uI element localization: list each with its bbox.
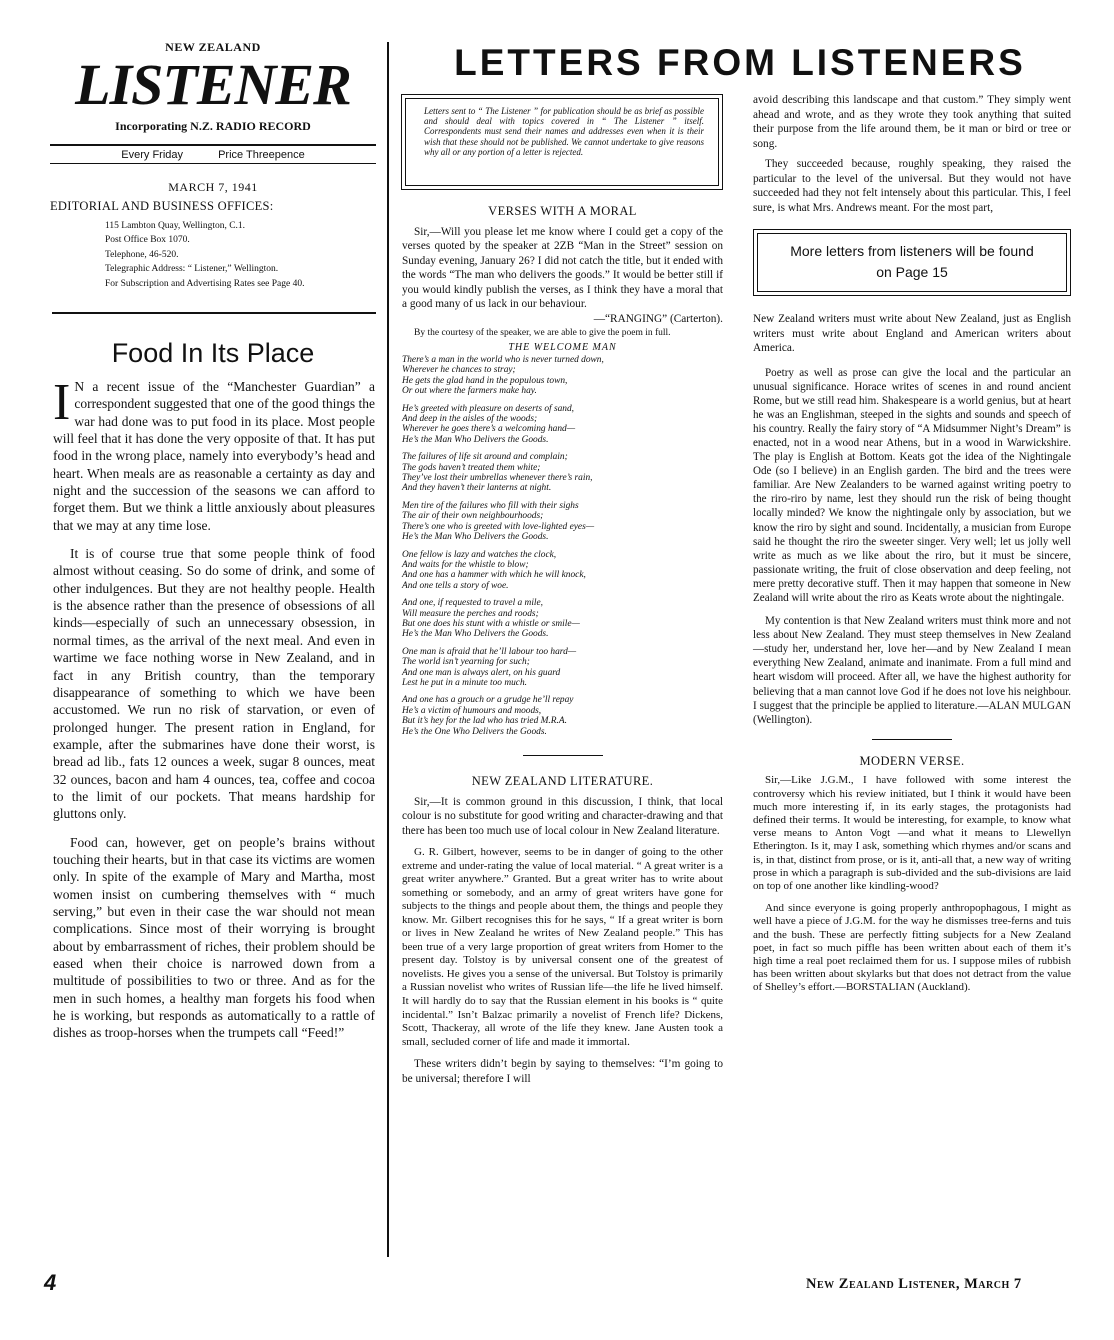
section-rule [523,755,603,756]
issue-date: MARCH 7, 1941 [168,180,258,194]
more-letters-box [753,229,1071,296]
letter-paragraph: Poetry as well as prose can give the local and the particular an unusual significance. Horace writes of scenes in and round ancient Rome, but we still read him. Shakespeare is a world genius, but at heart he was an Englishman, steeped in the sights and sounds and speech of his country. Really the fairy story of “A Midsummer Night’s Dream” is enacted, not in a wood near Athens, but in a wood in Warwickshire. The play is English at Bottom. Keats got the idea of the Nightingale Ode (so I believe) in an English garden. The bird and the trees were familiar. Are New Zealanders to be warned against writing poetry to the riro-riro by name, lest they should run the risk of being thought locally minded? We know the nightingale only by association, but we know the riro by sight and sound. Incidentally, a musician from Europe said he thought the riro the sweeter singer. Very well; let us jolly well write as much as we like about the riro, but it must be sincere, passionate writing, the fruit of close observation and deep feeling, not mere pretty decorative stuff. Then it may happen that someone in New Zealand will write about the riro as Keats wrote about the nightingale. [753,366,1071,604]
poem-line: He’s the Man Who Delivers the Goods. [402,434,549,445]
poem-stanza [402,452,723,494]
poem-line: The failures of life sit around and complain; [402,452,568,463]
masthead-country: NEW ZEALAND [165,40,261,54]
poem-line: There’s one who is greeted with love-lighted eyes— [402,521,595,532]
letter-paragraph: New Zealand writers must write about New Zealand, just as English writers must write about England and American writers about America. [753,313,1071,354]
poem-line: And they haven’t their lanterns at night. [402,483,552,494]
letter-paragraph: And since everyone is going properly anthropophagous, I might as well have a piece of J.G.M. for the way he dismisses tree-ferns and tuis and the bush. These are perfectly fitting subjects for a New Zealand poet, in fact so much piffle has been written about each of them it’s high time a real poet reclaimed them for us. I suppose miles of rubbish has been written about skylarks but that does not detract from the value of Shelley’s effort.—BORSTALIAN (Auckland). [753,902,1071,994]
poem-stanza [402,695,723,737]
offices-title: EDITORIAL AND BUSINESS OFFICES: [50,199,274,213]
editorial-paragraph: I N a recent issue of the “Manchester Guardian” a correspondent suggested that one of the good things the war had done was to put food in its place. Most people will feel that it has done the very opposite of that. It has put food in the wrong place, namely into everybody’s head and heart. When meals are as reasonable a certainty as day and night and the succession of the seasons we can afford to forget them. But we think a little anxiously about pleasures that we may at any time lose. [53,374,376,533]
poem-line: Lest he put in a minute too much. [402,677,527,688]
office-address [105,219,376,291]
address-line: Post Office Box 1070. [105,235,190,246]
letter-paragraph: Sir,—Like J.G.M., I have followed with some interest the controversy which his review initiated, but I think it would have been much more interesting if, in its early stages, the protagonists had defined their terms. It would be interesting, for example, to know what verse means to Anton Vogt —and what it means to Llewellyn Etherington. Is it, may I ask, something which rhymes and/or scans and is, in that, distinct from prose, or is it, anti-all that, a new way of writing prose in which a paragraph is sub-divided and the sub-divisions are laid on top of one another like kindling-wood? [753,774,1071,892]
poem-line: Wherever he goes there’s a welcoming hand— [402,424,576,435]
poem-line: Will measure the perches and roods; [402,608,539,619]
notice-box [401,94,723,190]
letters-header: LETTERS FROM LISTENERS [454,42,1026,83]
masthead-price: Price Threepence [218,149,305,161]
letter-paragraph: Sir,—It is common ground in this discussion, I think, that local colour is no substitute for good writing and character-drawing and that there has been too much use of local colour in New Zealand literature. [402,795,723,837]
poem-line: They’ve lost their umbrellas whenever there’s rain, [402,473,593,484]
poem-line: But it’s hey for the lad who has tried M.R.A. [402,716,567,727]
modern-heading: MODERN VERSE. [859,753,965,768]
poem-stanza [402,404,723,446]
column-divider [387,42,389,1257]
address-line: Telegraphic Address: “ Listener,” Wellington. [105,264,279,275]
poem-line: The air of their own neighbourhoods; [402,511,544,522]
letters-column-2 [402,204,723,1090]
poem-line: And one man is always alert, on his guard [402,667,561,678]
poem-line: He’s the Man Who Delivers the Goods. [402,629,549,640]
poem-stanza [402,501,723,543]
poem-stanza [402,647,723,689]
page-number: 4 [44,1270,57,1295]
letter-paragraph: They succeeded because, roughly speaking, they raised the particular to the level of the universal. But they would not have succeeded had they not felt intensely about this particular. This, I feel sure, is what Mrs. Andrews meant. For the most part, [753,158,1071,214]
poem-line: And one has a grouch or a grudge he’ll repay [402,695,574,706]
editorial-body [53,374,376,1053]
masthead-frequency: Every Friday [121,149,184,161]
masthead-logo: LISTENER [75,52,351,117]
poem-title: THE WELCOME MAN [508,342,617,353]
letter-paragraph: These writers didn’t begin by saying to themselves: “I’m going to be universal; therefore I will [402,1058,723,1085]
section-rule [872,739,952,740]
editorial-paragraph: It is of course true that some people think of food almost without ceasing. So do some of drink, and some of other indulgences. But they are not healthy people. Health is the absence rather than the presence of obsessions of all kinds—especially of such an unnecessary obsession, in normal times, as the arrival of the next meal. And even in wartime we face nothing worse in New Zealand, and in fact in any British country, than the temporary disappearance of something to which we have been accustomed. We run no risk of starvation, or even of prolonged hunger. The present ration in England, for example, after the submarines have done their worst, is bread ad lib., fats 12 ounces a week, sugar 8 ounces, meat 32 ounces, bacon and ham 4 ounces, tea, coffee and cocoa to the limit of our pockets. That means hardship for gluttons only. [53,546,375,822]
poem [402,355,723,737]
poem-line: One man is afraid that he’ll labour too hard— [402,646,577,657]
masthead-rule [52,312,376,314]
courtesy-note: By the courtesy of the speaker, we are able to give the poem in full. [414,328,671,338]
address-line: For Subscription and Advertising Rates see Page 40. [105,278,305,289]
poem-line: And one has a hammer with which he will knock, [402,570,586,581]
poem-line: He’s the One Who Delivers the Goods. [402,726,547,737]
more-letters-line: More letters from listeners will be found [790,243,1034,259]
letter-paragraph: avoid describing this landscape and that custom.” They simply went ahead and wrote, and as they wrote they took anything that suited their purpose from the life around them, be it man or bird or tree or song. [753,94,1071,150]
poem-line: Men tire of the failures who fill with their sighs [402,500,579,511]
address-line: Telephone, 46-520. [105,249,179,260]
poem-line: And waits for the whistle to blow; [402,559,529,570]
masthead-bar [50,144,376,164]
poem-line: But one does his stunt with a whistle or smile— [402,618,580,629]
masthead [50,40,376,291]
running-title: New Zealand Listener, March 7 [806,1276,1022,1292]
poem-line: Or out where the farmers make hay. [402,386,537,397]
poem-line: He gets the glad hand in the populous town, [402,375,568,386]
poem-stanza [402,550,723,592]
letter-signature: —“RANGING” (Carterton). [593,312,723,325]
poem-stanza [402,598,723,640]
poem-line: And one tells a story of woe. [402,580,509,591]
masthead-incorporating: Incorporating N.Z. RADIO RECORD [115,119,311,133]
verses-heading: VERSES WITH A MORAL [488,204,637,218]
poem-line: There’s a man in the world who is never turned down, [402,355,604,365]
address-line: 115 Lambton Quay, Wellington, C.1. [105,221,246,231]
nzlit-heading: NEW ZEALAND LITERATURE. [471,774,654,788]
poem-line: Wherever he chances to stray; [402,365,516,376]
poem-line: The world isn’t yearning for such; [402,657,530,668]
letters-column-3 [753,93,1071,999]
letter-paragraph: My contention is that New Zealand writers must think more and not less about New Zealand. They must steep themselves in New Zealand—study her, understand her, love her—and by New Zealand I mean everything New Zealand, animate and inanimate. From a full mind and heart wisdom will proceed. After all, we have the highest authority for believing that a man cannot love God if he does not love his neighbour. I suggest that the principle be applied to literature.—ALAN MULGAN (Wellington). [753,615,1071,726]
poem-line: One fellow is lazy and watches the clock, [402,549,557,560]
editorial-paragraph: Food can, however, get on people’s brains without touching their hearts, but in that case its victims are women only. In spite of the example of Mary and Martha, most women insist on cumbering themselves with “ much serving,” but even in their case the war should not mean complications. Since most of their worrying is brought about by embarrassment of riches, their problem should be eased when their choice is narrowed down from a multitude of possibilities to two or three. And as for the men in such homes, a healthy man forgets his food when he is working, but responds as automatically to a rattle of dishes as troop-horses when the trumpets call “Feed!” [53,834,375,1041]
poem-line: He’s a victim of humours and moods, [402,705,542,716]
letter-paragraph: G. R. Gilbert, however, seems to be in danger of going to the other extreme and under-rating the value of local material. “ A great writer is a great writer anywhere.” Granted. But a great writer has to write about something or somebody, and an army of great writers have gone for subjects to the things and people about them, the things and people they know. Mr. Gilbert recognises this for he says, “ If a great writer is born or lives in New Zealand he writes of New Zealand people.” This has been true of a very large proportion of great writers from Homer to the present day. Tolstoy is by universal consent one of the greatest of novelists. He gives you a sense of the universal. But Tolstoy is primarily a Russian novelist who writes of Russian life—the life he lived himself. It will hardly do to say that the Russian element in his books is “ quite incidental.” Isn’t Balzac primarily a novelist of French life? Dickens, Scott, Thackeray, all wrote of the life they knew. Jane Austen took a small, secluded corner of life and made it immortal. [402,846,723,1048]
editorial-title: Food In Its Place [111,338,315,368]
poem-line: And one, if requested to travel a mile, [402,598,544,609]
letter-paragraph: Sir,—Will you please let me know where I could get a copy of the verses quoted by the speaker at 2ZB “Man in the Street” session on Sunday evening, January 26? I did not catch the title, but it ended with the words “The man who delivers the goods.” It would be better still if you would kindly publish the verses, as I think they have a moral that a good many of us lack in our behaviour. [402,225,723,310]
poem-line: He’s greeted with pleasure on deserts of sand, [402,403,575,414]
more-letters-page: on Page 15 [876,264,948,280]
poem-stanza [402,355,723,397]
poem-line: The gods haven’t treated them white; [402,462,541,473]
poem-line: And deep in the aisles of the woods; [402,414,538,425]
drop-cap: I [53,374,71,431]
notice-text: Letters sent to “ The Listener ” for publication should be as brief as possible and should deal with topics covered in “ The Listener ” itself. Correspondents must send their names and addresses even when it is their wish that these should not be published. We cannot undertake to give reasons why all or any portion of a letter is rejected. [405,98,719,186]
poem-line: He’s the Man Who Delivers the Goods. [402,532,549,543]
